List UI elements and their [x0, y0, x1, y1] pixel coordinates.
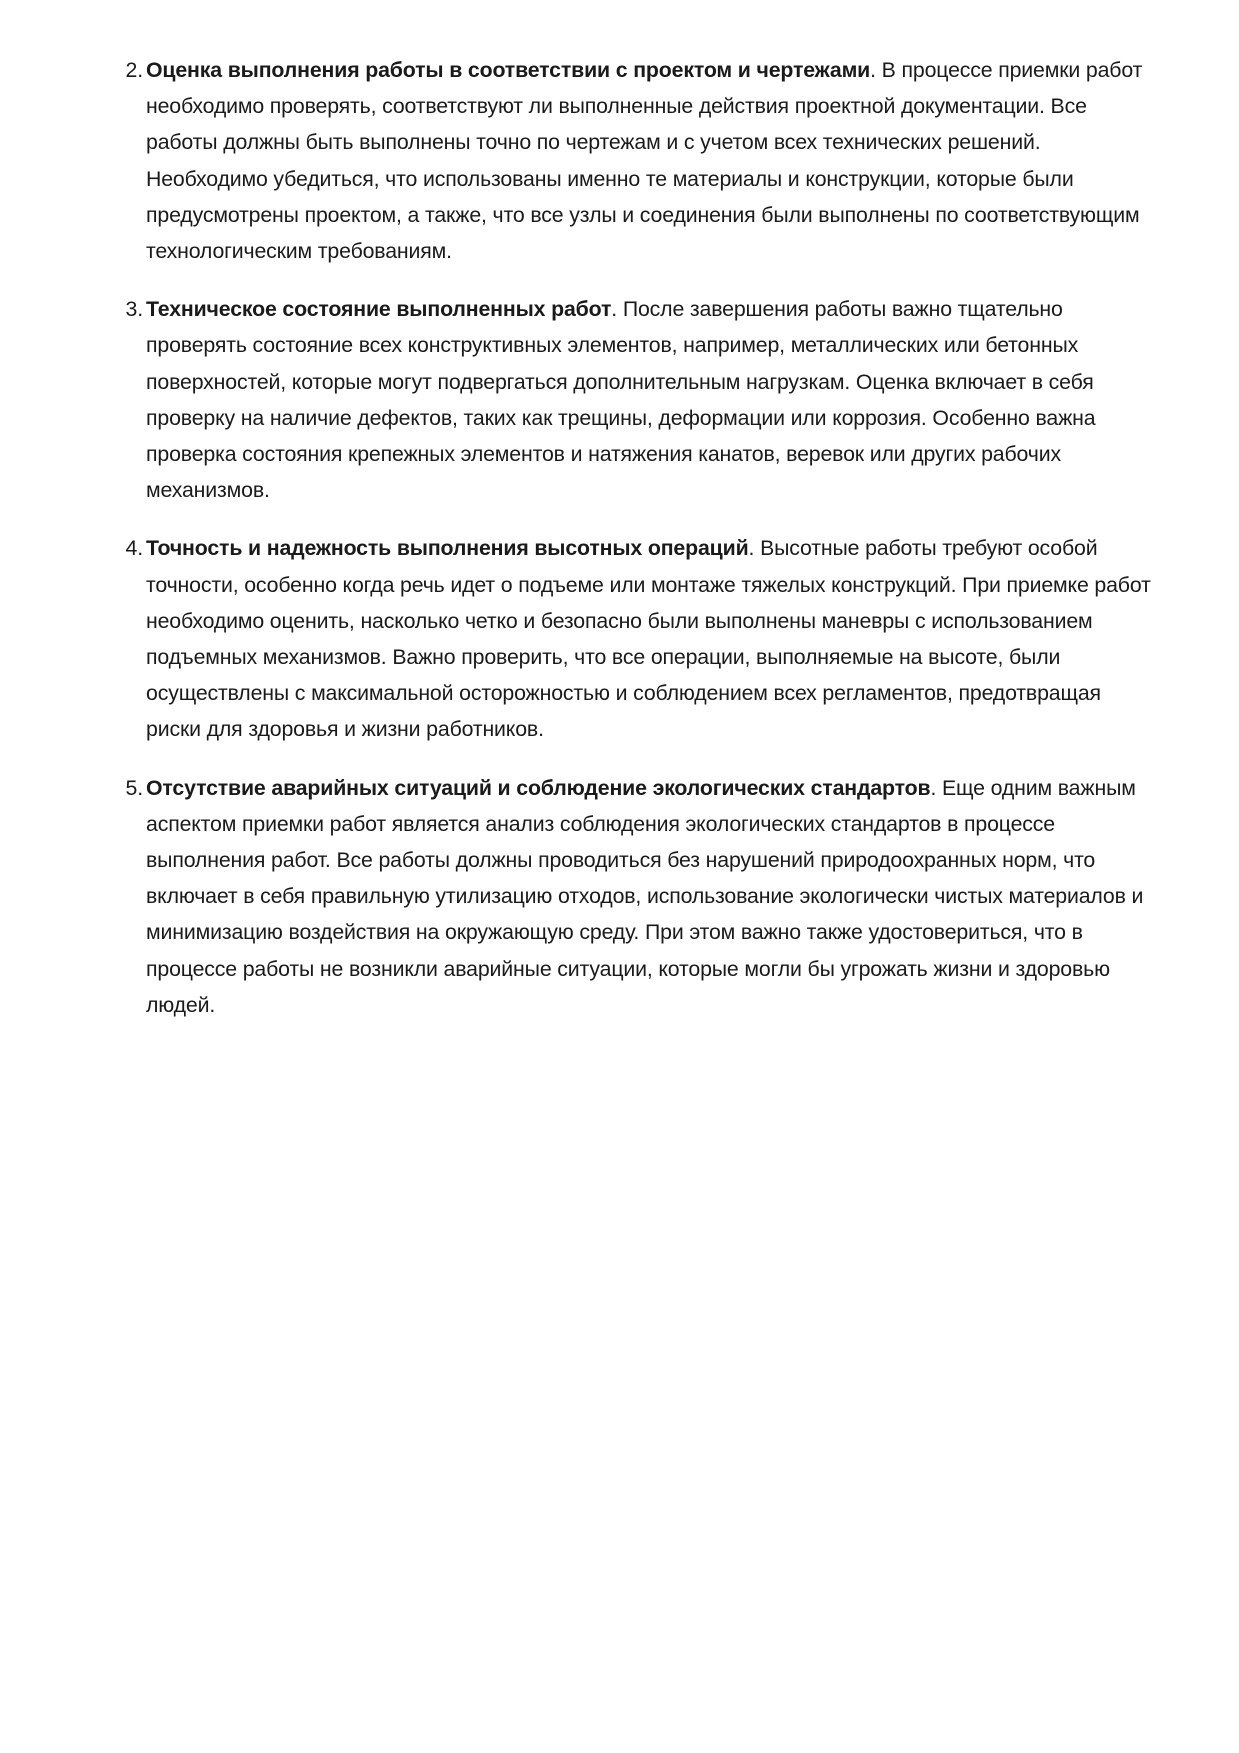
- list-item-technical-condition: [0, 291, 1156, 508]
- list-number: 2.: [125, 58, 143, 82]
- item-title-suffix: .: [611, 297, 618, 322]
- item-title: Оценка выполнения работы в соответствии с проектом и чертежами: [146, 58, 871, 82]
- item-text: Высотные работы требуют особой точности, особенно когда речь идет о подъеме или монтаже тяжелых конструкций. При приемке работ необходимо оценить, насколько четко и безопасно были выполнены маневры с использованием подъемных механизмов. Важно проверить, что все операции, выполняемые на высоте, были осуществлены с максимальной осторожностью и соблюдением всех регламентов, предотвращая риски для здоровья и жизни работников.: [146, 536, 1151, 742]
- list-item-height-operations: [0, 530, 1156, 747]
- document-page: [0, 52, 1239, 1045]
- item-text: После завершения работы важно тщательно проверять состояние всех конструктивных элементов, например, металлических или бетонных поверхностей, которые могут подвергаться дополнительным нагрузкам. Оценка включает в себя проверку на наличие дефектов, таких как трещины, деформации или коррозия. Особенно важна проверка состояния крепежных элементов и натяжения канатов, веревок или других рабочих механизмов.: [146, 297, 1096, 503]
- item-text: Еще одним важным аспектом приемки работ является анализ соблюдения экологических стандартов в процессе выполнения работ. Все работы должны проводиться без нарушений природоохранных норм, что включает в себя правильную утилизацию отходов, использование экологически чистых материалов и минимизацию воздействия на окружающую среду. При этом важно также удостовериться, что в процессе работы не возникли аварийные ситуации, которые могли бы угрожать жизни и здоровью людей.: [146, 775, 1144, 1017]
- list-number: 4.: [125, 536, 143, 561]
- list-item-acceptance-per-project: [0, 52, 1156, 269]
- item-title: Техническое состояние выполненных работ: [146, 297, 612, 322]
- item-text: В процессе приемки работ необходимо проверять, соответствуют ли выполненные действия проектной документации. Все работы должны быть выполнены точно по чертежам и с учетом всех технических решений. Необходимо убедиться, что использованы именно те материалы и конструкции, которые были предусмотрены проектом, а также, что все узлы и соединения были выполнены по соответствующим технологическим требованиям.: [146, 58, 1143, 264]
- item-title: Точность и надежность выполнения высотных операций: [146, 536, 749, 561]
- item-title-suffix: .: [930, 775, 937, 800]
- item-title-suffix: .: [748, 536, 755, 561]
- numbered-list: [0, 52, 1239, 1023]
- list-item-ecology-standards: [0, 770, 1156, 1023]
- list-number: 3.: [125, 297, 143, 322]
- item-title: Отсутствие аварийных ситуаций и соблюдение экологических стандартов: [146, 775, 931, 800]
- item-title-suffix: .: [870, 58, 876, 82]
- list-number: 5.: [125, 775, 143, 800]
